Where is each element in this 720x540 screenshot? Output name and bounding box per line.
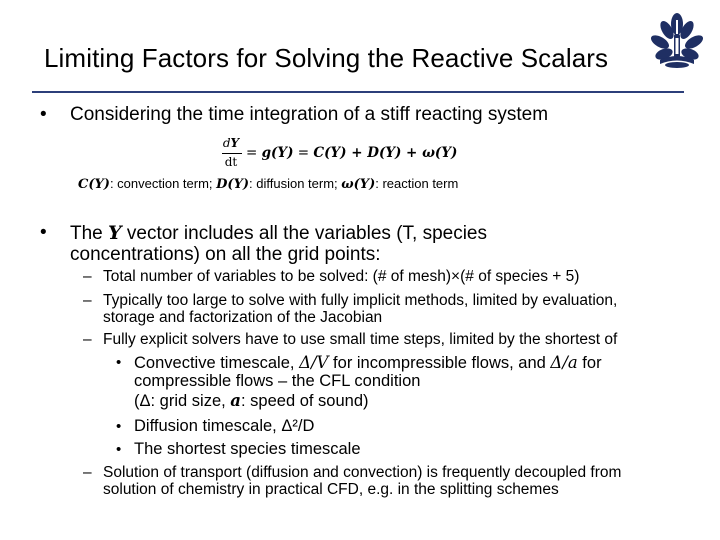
bullet-2-suffix: vector includes all the variables (T, species xyxy=(121,223,487,244)
subsub-1-line-1 xyxy=(134,353,602,373)
d-desc: : diffusion term; xyxy=(249,176,342,191)
sub-3-text: Fully explicit solvers have to use small time steps, limited by the shortest of xyxy=(103,331,618,348)
sub-4-line-1: Solution of transport (diffusion and convection) is frequently decoupled from xyxy=(103,464,622,481)
equals-sign-2: = xyxy=(297,145,310,161)
c-symbol: C(Y) xyxy=(78,177,110,192)
g-of-y: g(Y) xyxy=(261,145,294,161)
equation-rhs xyxy=(246,145,457,161)
sub-marker: – xyxy=(83,292,92,309)
delta-squared-over-d: Δ²/D xyxy=(281,417,315,435)
speed-of-sound-text: : speed of sound) xyxy=(241,392,369,410)
equals-sign-1: = xyxy=(246,145,258,161)
diffusion-label: Diffusion timescale, xyxy=(134,417,282,435)
a-symbol: a xyxy=(230,391,241,410)
bullet-2-line-2: concentrations) on all the grid points: xyxy=(70,244,381,265)
slide-title: Limiting Factors for Solving the Reactive Scalars xyxy=(44,43,609,73)
subsub-2-text xyxy=(134,417,314,436)
fraction-numerator: dY xyxy=(222,136,240,150)
fraction-bar xyxy=(222,153,242,154)
sub-marker: – xyxy=(83,331,92,348)
y-vector-symbol: Y xyxy=(108,222,122,244)
sub-4-line-2: solution of chemistry in practical CFD, e.g. in the splitting schemes xyxy=(103,481,559,498)
subsub-marker: • xyxy=(116,441,122,458)
bullet-marker: • xyxy=(40,104,47,125)
subsub-marker: • xyxy=(116,354,122,371)
bullet-2-line-1 xyxy=(70,222,487,245)
term-definitions xyxy=(78,176,458,192)
subsub-marker: • xyxy=(116,418,122,435)
sub-2-line-2: storage and factorization of the Jacobian xyxy=(103,309,383,326)
equation-terms: C(Y) + D(Y) + ω(Y) xyxy=(313,145,458,161)
sub-marker: – xyxy=(83,268,92,285)
d-symbol: D(Y) xyxy=(216,177,250,192)
bullet-marker: • xyxy=(40,222,47,243)
w-symbol: ω(Y) xyxy=(341,177,376,192)
subsub-1-line-3 xyxy=(134,391,369,411)
bullet-2-prefix: The xyxy=(70,223,109,244)
convective-label: Convective timescale, xyxy=(134,354,300,372)
fraction-denominator: dt xyxy=(224,155,238,169)
w-desc: : reaction term xyxy=(375,176,459,191)
incompressible-text: for incompressible flows, and xyxy=(328,354,551,372)
for-text: for xyxy=(577,354,602,372)
subsub-3-text: The shortest species timescale xyxy=(134,440,361,458)
delta-over-a: Δ/a xyxy=(550,353,578,372)
subsub-1-line-2: compressible flows – the CFL condition xyxy=(134,372,421,390)
title-underline xyxy=(32,91,684,93)
grid-size-text: (Δ: grid size, xyxy=(134,392,231,410)
sub-2-line-1: Typically too large to solve with fully implicit methods, limited by evaluation, xyxy=(103,292,618,309)
delta-over-v: Δ/V xyxy=(299,353,329,372)
c-desc: : convection term; xyxy=(109,176,217,191)
sub-1-text: Total number of variables to be solved: (# of mesh)×(# of species + 5) xyxy=(103,268,580,285)
oak-leaf-seal-icon xyxy=(650,12,704,70)
sub-marker: – xyxy=(83,464,92,481)
bullet-1-text: Considering the time integration of a stiff reacting system xyxy=(70,104,549,125)
